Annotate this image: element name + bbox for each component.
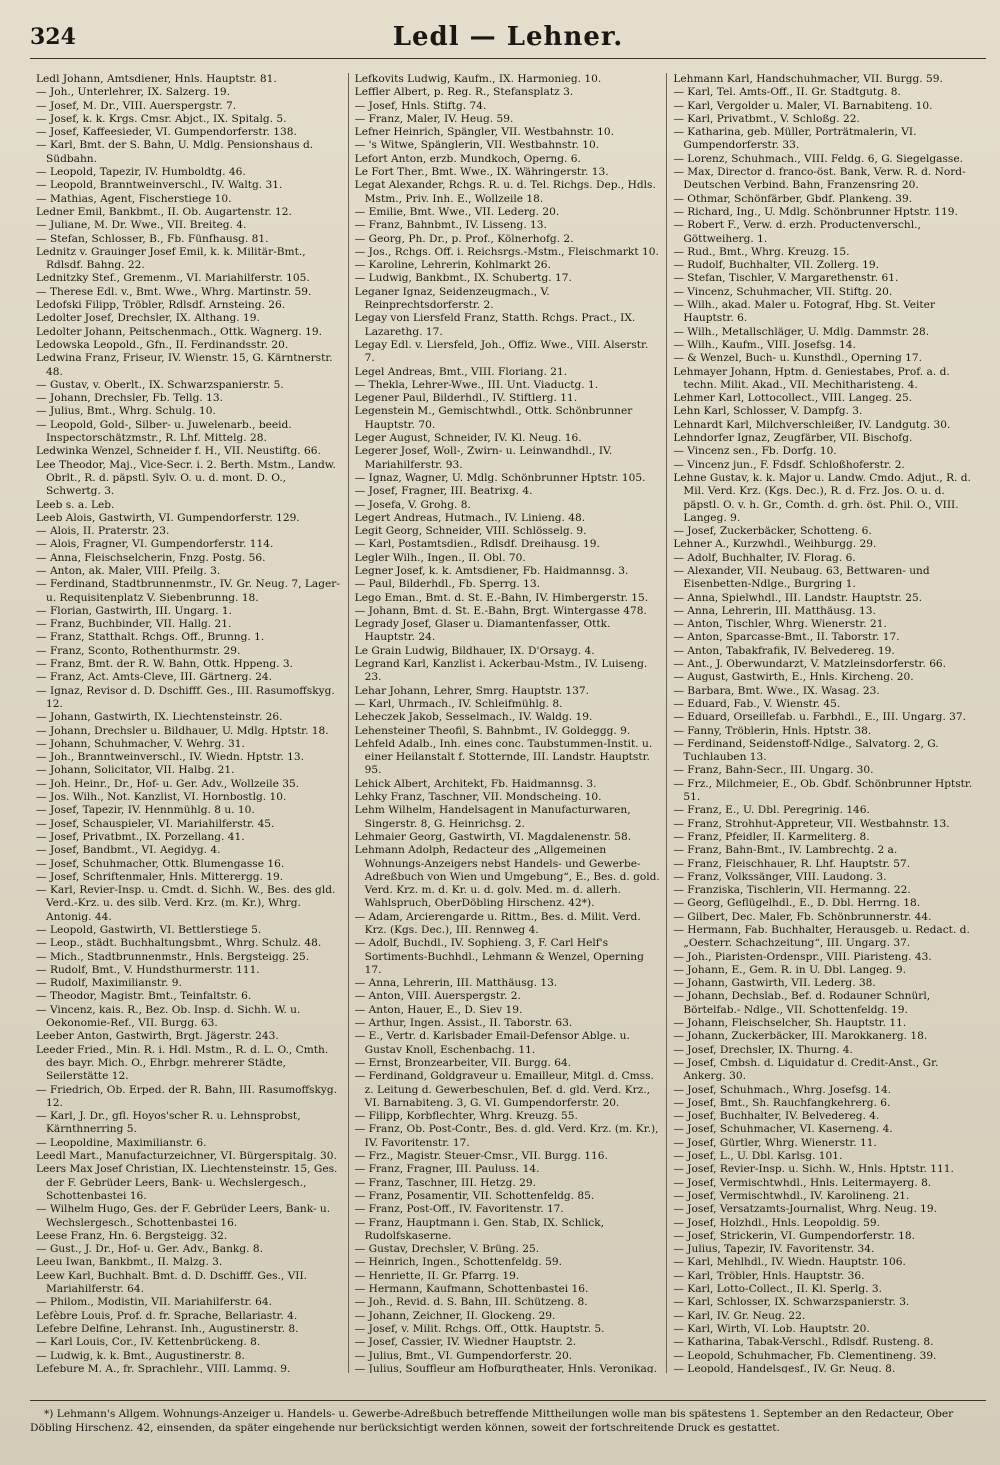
directory-entry: — Josef, Buchhalter, IV. Belvedereg. 4.: [673, 1110, 880, 1123]
directory-entry: — Wilh., Metallschläger, U. Mdlg. Dammstr. 28.: [673, 325, 930, 338]
directory-entry: — & Wenzel, Buch- u. Kunsthdl., Operning 17.: [673, 352, 923, 365]
directory-entry: — Josef, Vermischtwhdl., IV. Karolineng. 21.: [673, 1189, 910, 1202]
directory-entry: — Ernst, Bronzearbeiter, VII. Burgg. 64.: [354, 1056, 572, 1069]
directory-entry: Ledowska Leopold., Gfn., II. Ferdinandsstr. 20.: [36, 338, 289, 351]
directory-entry: — 's Witwe, Spänglerin, VII. Westbahnstr. 10.: [354, 139, 600, 152]
directory-entry: — Hermann, Fab. Buchhalter, Herausgeb. u. Redact. d. „Oesterr. Schachzeitung“, III. Ungarg. 37.: [673, 924, 970, 950]
directory-entry: Leffler Albert, p. Reg. R., Stefansplatz 3.: [354, 86, 574, 99]
directory-entry: — Franz, Bahn-Bmt., IV. Lambrechtg. 2 a.: [673, 844, 898, 857]
directory-entry: — Ignaz, Revisor d. D. Dschifff. Ges., III. Rasumoffskyg. 12.: [36, 684, 335, 710]
directory-entry: Lehky Franz, Taschner, VII. Mondscheing. 10.: [354, 791, 602, 804]
directory-entry: — Max, Director d. franco-öst. Bank, Verw. R. d. Nord-Deutschen Verbind. Bahn, Franzensring 20.: [673, 166, 966, 192]
directory-entry: — Theodor, Magistr. Bmt., Teinfaltstr. 6.: [36, 990, 252, 1003]
directory-entry: — Anna, Lehrerin, III. Matthäusg. 13.: [673, 604, 876, 617]
directory-entry: Legert Andreas, Hutmach., IV. Linieng. 48.: [354, 511, 586, 524]
directory-entry: — Johann, Bmt. d. St. E.-Bahn, Brgt. Wintergasse 478.: [354, 604, 647, 617]
directory-entry: — Rud., Bmt., Whrg. Kreuzg. 15.: [673, 245, 850, 258]
directory-entry: Leger August, Schneider, IV. Kl. Neug. 16.: [354, 432, 582, 445]
directory-entry: — Johann, Zeichner, II. Glockeng. 29.: [354, 1309, 556, 1322]
directory-entry: — Katharina, Tabak-Verschl., Rdlsdf. Rusteng. 8.: [673, 1336, 934, 1349]
directory-entry: Legrand Karl, Kanzlist i. Ackerbau-Mstm., IV. Luiseng. 23.: [354, 658, 648, 684]
footnote: *) Lehmann's Allgem. Wohnungs-Anzeiger u. Handels- u. Gewerbe-Adreßbuch betreffende Mittheilungen wolle man bis spätestens 1. September an den Redacteur, Ober Döbling Hirschenz. 42, einsenden, da später eingehende nur berücksichtigt werden können, soweit der fortschreitende Druck es gestattet.: [30, 1400, 986, 1435]
directory-entry: — Alois, II. Praterstr. 23.: [36, 525, 170, 538]
directory-entry: — Adam, Arcierengarde u. Rittm., Bes. d. Milit. Verd. Krz. (Kgs. Dec.), III. Rennweg 4.: [354, 910, 641, 936]
directory-entry: — Johann, Drechsler, Fb. Tellg. 13.: [36, 392, 223, 405]
directory-entry: — Eduard, Orseillefab. u. Farbhdl., E., III. Ungarg. 37.: [673, 711, 967, 724]
directory-entry: — Franz, Bahn-Secr., III. Ungarg. 30.: [673, 764, 874, 777]
directory-entry: — Franz, Buchbinder, VII. Hallg. 21.: [36, 618, 232, 631]
directory-entry: — Ferdinand, Seidenstoff-Ndlge., Salvatorg. 2, G. Tuchlauben 13.: [673, 737, 939, 764]
directory-entry: Ledner Emil, Bankbmt., II. Ob. Augartenstr. 12.: [36, 205, 292, 218]
directory-entry: — Leopold, Gastwirth, VI. Bettlerstiege 5.: [36, 924, 262, 936]
directory-entry: — Frz., Magistr. Steuer-Cmsr., VII. Burgg. 116.: [354, 1150, 608, 1163]
directory-entry: Leeb Alois, Gastwirth, VI. Gumpendorferstr. 129.: [36, 511, 300, 524]
directory-entry: — Anton, Tabakfrafik, IV. Belvedereg. 19.: [673, 644, 895, 657]
directory-entry: — Karl, Revier-Insp. u. Cmdt. d. Sichh. W., Bes. des gld. Verd.-Krz. u. des silb. Verd. Krz. (m. Kr.), Whrg. Antonig. 44.: [36, 884, 336, 923]
directory-entry: — Anton, Sparcasse-Bmt., II. Taborstr. 17.: [673, 631, 900, 644]
directory-entry: — Leopold, Branntweinverschl., IV. Waltg. 31.: [36, 179, 283, 192]
directory-entry: — Anna, Lehrerin, III. Matthäusg. 13.: [354, 977, 558, 990]
directory-entry: — Emilie, Bmt. Wwe., VII. Lederg. 20.: [354, 205, 560, 218]
directory-entry: — Josef, Privatbmt., IX. Porzellang. 41.: [36, 830, 245, 843]
directory-entry: — Alois, Fragner, VI. Gumpendorferstr. 114.: [36, 538, 274, 551]
directory-entry: Ledwinka Wenzel, Schneider f. H., VII. Neustiftg. 66.: [36, 445, 321, 458]
directory-entry: — Josef, L., U. Dbl. Karlsg. 101.: [673, 1150, 843, 1163]
directory-entry: — Josef, v. Milit. Rchgs. Off., Ottk. Hauptstr. 5.: [354, 1322, 605, 1335]
directory-entry: — Alexander, VII. Neubaug. 63, Bettwaren- und Eisenbetten-Ndlge., Burgring 1.: [673, 564, 930, 591]
directory-entry: Legay Edl. v. Liersfeld, Joh., Offiz. Wwe., VIII. Alserstr. 7.: [354, 338, 649, 365]
directory-entry: — Vincenz jun., F. Fdsdf. Schloßhoferstr. 2.: [673, 458, 905, 471]
directory-entry: — Johann, Solicitator, VII. Halbg. 21.: [36, 764, 235, 777]
directory-entry: — Fanny, Tröblerin, Hnls. Hptstr. 38.: [673, 724, 872, 737]
directory-entry: — Josef, M. Dr., VIII. Auerspergstr. 7.: [36, 99, 237, 112]
directory-entry: — Adolf, Buchhalter, IV. Florag. 6.: [673, 551, 856, 564]
directory-entry: — Ant., J. Oberwundarzt, V. Matzleinsdorferstr. 66.: [673, 658, 947, 671]
directory-entry: — Franz, Statthalt. Rchgs. Off., Brunng. 1.: [36, 631, 265, 644]
directory-column-3: [667, 73, 986, 1373]
directory-entry: — Jos. Wilh., Not. Kanzlist, VI. Hornbostlg. 10.: [36, 791, 287, 804]
directory-entry: — Ludwig, k. k. Bmt., Augustinerstr. 8.: [36, 1349, 245, 1362]
directory-entry: Lednitz v. Grauinger Josef Emil, k. k. Militär-Bmt., Rdlsdf. Bahng. 22.: [36, 245, 306, 272]
directory-entry: — Josef, Strickerin, VI. Gumpendorferstr. 18.: [673, 1229, 915, 1242]
directory-entry: — Leopold, Gold-, Silber- u. Juwelenarb., beeid. Inspectorschätzmstr., R. Lhf. Mittelg. 28.: [36, 418, 292, 445]
directory-entry: Lefner Heinrich, Spängler, VII. Westbahnstr. 10.: [354, 126, 614, 139]
directory-entry: — Friedrich, Ob. Erped. der R. Bahn, III. Rasumoffskyg. 12.: [36, 1083, 338, 1109]
directory-entry: — Franz, Hauptmann i. Gen. Stab, IX. Schlick, Rudolfskaserne.: [354, 1216, 605, 1242]
directory-entry: — Robert F., Verw. d. erzh. Productenverschl., Göttweiherg. 1.: [673, 219, 921, 245]
directory-entry: Leers Max Josef Christian, IX. Liechtensteinstr. 15, Ges. der F. Gebrüder Leers, Bank- u. Wechslergesch., Schottenbastei 16.: [36, 1163, 338, 1202]
directory-entry: — Karl, Tröbler, Hnls. Hauptstr. 36.: [673, 1269, 865, 1282]
directory-entry: Lefort Anton, erzb. Mundkoch, Operng. 6.: [354, 152, 581, 165]
directory-entry: — Karl, Bmt. der S. Bahn, U. Mdlg. Pensionshaus d. Südbahn.: [36, 139, 314, 165]
directory-entry: — Josef, Schuhmacher, Ottk. Blumengasse 16.: [36, 857, 285, 870]
directory-entry: — E., Vertr. d. Karlsbader Email-Defensor Ablge. u. Gustav Knoll, Eschenbachg. 11.: [354, 1030, 630, 1056]
directory-entry: — Katharina, geb. Müller, Porträtmalerin, VI. Gumpendorferstr. 33.: [673, 126, 917, 152]
directory-entry: Leew Karl, Buchhalt. Bmt. d. D. Dschifff. Ges., VII. Mariahilferstr. 64.: [36, 1269, 308, 1296]
directory-entry: — Johann, Gastwirth, IX. Liechtensteinstr. 26.: [36, 711, 283, 724]
directory-entry: Legener Paul, Bilderhdl., IV. Stiftlerg. 11.: [354, 392, 578, 405]
directory-entry: Leganer Ignaz, Seidenzeugmach., V. Reinprechtsdorferstr. 2.: [354, 285, 550, 312]
directory-entry: — Josef, Cmbsh. d. Liquidatur d. Credit-Anst., Gr. Ankerg. 30.: [673, 1056, 939, 1083]
directory-entry: — Julius, Souffleur am Hofburgtheater, Hnls. Veronikag.: [354, 1362, 658, 1373]
directory-entry: — Julius, Bmt., Whrg. Schulg. 10.: [36, 405, 216, 418]
directory-entry: — Josef, Revier-Insp. u. Sichh. W., Hnls. Hptstr. 111.: [673, 1163, 954, 1176]
directory-entry: — Ludwig, Bankbmt., IX. Schubertg. 17.: [354, 272, 572, 285]
directory-entry: — Franz, Maler, IV. Heug. 59.: [354, 112, 514, 125]
directory-entry: — Josef, Cassier, IV. Wiedner Hauptstr. 2.: [354, 1336, 577, 1349]
directory-entry: — Anton, Tischler, Whrg. Wienerstr. 21.: [673, 618, 887, 631]
directory-entry: — Joh., Branntweinverschl., IV. Wiedn. Hptstr. 13.: [36, 751, 304, 764]
directory-entry: — Franz, Post-Off., IV. Favoritenstr. 17.: [354, 1203, 564, 1216]
directory-entry: — Adolf, Buchdl., IV. Sophieng. 3, F. Carl Helf's Sortiments-Buchhdl., Lehmann & Wenzel, Operning 17.: [354, 937, 644, 976]
directory-entry: — Jos., Rchgs. Off. i. Reichsrgs.-Mstm., Fleischmarkt 10.: [354, 245, 659, 258]
directory-entry: — Othmar, Schönfärber, Gbdf. Plankeng. 39.: [673, 192, 913, 205]
directory-entry: — Florian, Gastwirth, III. Ungarg. 1.: [36, 604, 233, 617]
directory-entry: — Josef, Zuckerbäcker, Schotteng. 6.: [673, 525, 872, 538]
directory-entry: — Johann, Dechslab., Bef. d. Rodauner Schnürl, Börtelfab.- Ndlge., VII. Schottenfeldg. 19.: [673, 990, 931, 1016]
directory-entry: Ledofski Filipp, Tröbler, Rdlsdf. Arnsteing. 26.: [36, 299, 286, 312]
running-head: Ledl — Lehner.: [392, 22, 624, 52]
directory-entry: — Karl, Tel. Amts-Off., II. Gr. Stadtgutg. 8.: [673, 86, 901, 99]
directory-entry: Legler Wilh., Ingen., II. Obl. 70.: [354, 551, 526, 564]
directory-entry: Lehmaier Georg, Gastwirth, VI. Magdalenenstr. 58.: [354, 830, 632, 843]
directory-entry: Lehm Wilhelm, Handelsagent in Manufacturwaren, Singerstr. 8, G. Heinrichsg. 2.: [354, 804, 631, 830]
directory-entry: — Paul, Bilderhdl., Fb. Sperrg. 13.: [354, 578, 540, 591]
directory-entry: — Joh., Revid. d. S. Bahn, III. Schützeng. 8.: [354, 1296, 588, 1309]
directory-entry: Leeu Iwan, Bankbmt., II. Malzg. 3.: [36, 1256, 223, 1269]
directory-entry: — Franz, Volkssänger, VIII. Laudong. 3.: [673, 870, 887, 883]
directory-entry: — Franz, Strohhut-Appreteur, VII. Westbahnstr. 13.: [673, 817, 950, 830]
directory-entry: — Franz, Fleischhauer, R. Lhf. Hauptstr. 57.: [673, 857, 911, 870]
directory-entry: — Franz, Fragner, III. Pauluss. 14.: [354, 1163, 540, 1176]
directory-entry: Legat Alexander, Rchgs. R. u. d. Tel. Richgs. Dep., Hdls. Mstm., Priv. Inh. E., Wollzeile 18.: [354, 179, 656, 205]
directory-entry: — Filipp, Korbflechter, Whrg. Kreuzg. 55.: [354, 1110, 578, 1123]
directory-entry: Lego Eman., Bmt. d. St. E.-Bahn, IV. Himbergerstr. 15.: [354, 591, 649, 604]
directory-entry: Le Grain Ludwig, Bildhauer, IX. D'Orsayg. 4.: [354, 644, 595, 657]
directory-entry: Lehn Karl, Schlosser, V. Dampfg. 3.: [673, 405, 863, 418]
directory-entry: — Anton, Hauer, E., D. Siev 19.: [354, 1003, 523, 1016]
directory-entry: Lefebure M. A., fr. Sprachlehr., VIII. Lammg. 9.: [36, 1362, 291, 1373]
directory-entry: — Vincenz, Schuhmacher, VII. Stiftg. 20.: [673, 285, 893, 298]
directory-entry: — Franz, Sconto, Rothenthurmstr. 29.: [36, 644, 241, 657]
directory-entry: — Vincenz, kais. R., Bez. Ob. Insp. d. Sichh. W. u. Oekonomie-Ref., VII. Burgg. 63.: [36, 1003, 301, 1030]
directory-entry: — Ferdinand, Goldgraveur u. Emailleur, Mitgl. d. Cmss. z. Leitung d. Gewerbeschulen, Bef. d. gld. Verd. Krz., VI. Barnabiteng. 3, G. VI. Gumpendorferstr. 20.: [354, 1070, 654, 1109]
directory-entry: Lehnardt Karl, Milchverschleißer, IV. Landgutg. 30.: [673, 418, 951, 431]
directory-entry: — Johann, Gastwirth, VII. Lederg. 38.: [673, 977, 876, 990]
directory-entry: — Josef, Bandbmt., VI. Aegidyg. 4.: [36, 844, 221, 857]
directory-entry: Ledwina Franz, Friseur, IV. Wienstr. 15, G. Kärntnerstr. 48.: [36, 352, 333, 378]
directory-entry: Lehick Albert, Architekt, Fb. Haidmannsg. 3.: [354, 777, 597, 790]
directory-entry: — Franz, Posamentir, VII. Schottenfeldg. 85.: [354, 1189, 595, 1202]
directory-entry: — Joh. Heinr., Dr., Hof- u. Ger. Adv., Wollzeile 35.: [36, 777, 300, 790]
page-header: [30, 18, 986, 59]
directory-entry: — Franz, Ob. Post-Contr., Bes. d. gld. Verd. Krz. (m. Kr.), IV. Favoritenstr. 17.: [354, 1123, 659, 1149]
directory-entry: Le Fort Ther., Bmt. Wwe., IX. Währingerstr. 13.: [354, 166, 609, 179]
directory-entry: — Richard, Ing., U. Mdlg. Schönbrunner Hptstr. 119.: [673, 205, 958, 218]
directory-entry: — Josefa, V. Grohg. 8.: [354, 498, 471, 511]
directory-entry: Lednitzky Stef., Gremenm., VI. Mariahilferstr. 105.: [36, 272, 310, 285]
directory-entry: Legit Georg, Schneider, VIII. Schlösselg. 9.: [354, 525, 587, 538]
directory-entry: — Leop., städt. Buchhaltungsbmt., Whrg. Schulz. 48.: [36, 937, 322, 950]
directory-entry: — Josef, Vermischtwhdl., Hnls. Leitermayerg. 8.: [673, 1176, 932, 1189]
directory-entry: — Leopold, Schuhmacher, Fb. Clementineng. 39.: [673, 1349, 937, 1362]
directory-entry: — Rudolf, Buchhalter, VII. Zollerg. 19.: [673, 259, 879, 272]
directory-entry: — Anna, Spielwhdl., III. Landstr. Hauptstr. 25.: [673, 591, 923, 604]
directory-entry: — Karl, Mehlhdl., IV. Wiedn. Hauptstr. 106.: [673, 1256, 906, 1269]
directory-entry: — August, Gastwirth, E., Hnls. Kircheng. 20.: [673, 671, 914, 684]
page-number: 324: [30, 24, 76, 50]
directory-entry: — Josef, Schuhmach., Whrg. Josefsg. 14.: [673, 1083, 892, 1096]
directory-entry: — Karl, Privatbmt., V. Schloßg. 22.: [673, 112, 860, 125]
directory-entry: Leeder Fried., Min. R. i. Hdl. Mstm., R. d. L. O., Cmth. des bayr. Mich. O., Ehrbgr. mehrerer Städte, Seilerstätte 12.: [36, 1043, 329, 1083]
directory-entry: — Julius, Bmt., VI. Gumpendorferstr. 20.: [354, 1349, 573, 1362]
directory-entry: — Ignaz, Wagner, U. Mdlg. Schönbrunner Hptstr. 105.: [354, 471, 646, 484]
directory-entry: — Stefan, Schlosser, B., Fb. Fünfhausg. 81.: [36, 232, 269, 245]
directory-entry: — Henriette, II. Gr. Pfarrg. 19.: [354, 1269, 520, 1282]
directory-entry: — Karl, Schlosser, IX. Schwarzspanierstr. 3.: [673, 1296, 910, 1309]
directory-entry: Lehner A., Kurzwhdl., Weihburgg. 29.: [673, 538, 877, 551]
directory-entry: — Karl, Vergolder u. Maler, VI. Barnabiteng. 10.: [673, 99, 933, 112]
directory-entry: — Karl, Postamtsdien., Rdlsdf. Dreihausg. 19.: [354, 538, 600, 551]
directory-entry: — Arthur, Ingen. Assist., II. Taborstr. 63.: [354, 1017, 573, 1030]
directory-entry: — Ferdinand, Stadtbrunnenmstr., IV. Gr. Neug. 7, Lager- u. Requisitenplatz V. Siebenbrunng. 18.: [36, 578, 340, 604]
directory-entry: — Julius, Tapezir, IV. Favoritenstr. 34.: [673, 1243, 875, 1256]
directory-entry: Leheczek Jakob, Sesselmach., IV. Waldg. 19.: [354, 711, 593, 724]
directory-entry: — Wilh., akad. Maler u. Fotograf, Hbg. St. Veiter Hauptstr. 6.: [673, 299, 936, 325]
directory-entry: — Josef, Kaffeesieder, VI. Gumpendorferstr. 138.: [36, 126, 297, 139]
directory-entry: Lehmann Adolph, Redacteur des „Allgemeinen Wohnungs-Anzeigers nebst Handels- und Gewerbe-Adreßbuch von Wien und Umgebung“, E., Bes. d. gold. Verd. Krz. m. d. Kr. u. d. golv. Med. m. d. allerh. Wahlspruch, OberDöbling Hirschenz. 42*).: [354, 844, 660, 910]
directory-entry: — Franz, Act. Amts-Cleve, III. Gärtnerg. 24.: [36, 671, 273, 684]
directory-entry: — Juliane, M. Dr. Wwe., VII. Breiteg. 4.: [36, 219, 247, 232]
directory-entry: — Anton, VIII. Auerspergstr. 2.: [354, 990, 521, 1003]
directory-entry: — Anton, ak. Maler, VIII. Pfeilg. 3.: [36, 564, 221, 577]
directory-entry: — Karl, Wirth, VI. Lob. Hauptstr. 20.: [673, 1322, 870, 1335]
directory-entry: — Johann, E., Gem. R. in U. Dbl. Langeg. 9.: [673, 963, 907, 976]
directory-entry: — Franziska, Tischlerin, VII. Hermanng. 22.: [673, 884, 911, 897]
directory-entry: Lehfeld Adalb., Inh. eines conc. Taubstummen-Instit. u. einer Heilanstalt f. Stotternde, III. Landstr. Hauptstr. 95.: [354, 737, 653, 777]
directory-entry: — Franz, Bmt. der R. W. Bahn, Ottk. Hppeng. 3.: [36, 658, 293, 671]
directory-entry: — Gustav, v. Oberlt., IX. Schwarzspanierstr. 5.: [36, 378, 284, 391]
directory-entry: — Rudolf, Maximilianstr. 9.: [36, 977, 182, 990]
directory-entry: Lee Theodor, Maj., Vice-Secr. i. 2. Berth. Mstm., Landw. Obrlt., R. d. päpstl. Sylv. O. u. d. mont. D. O., Schwertg. 3.: [36, 458, 336, 498]
directory-entry: — Joh., Piaristen-Ordenspr., VIII. Piaristeng. 43.: [673, 950, 932, 963]
directory-entry: — Leopold, Tapezir, IV. Humboldtg. 46.: [36, 166, 246, 179]
directory-entry: — Vincenz sen., Fb. Dorfg. 10.: [673, 445, 837, 458]
directory-entry: — Anna, Fleischselcherin, Fnzg. Postg. 56.: [36, 551, 266, 564]
directory-entry: Lefkovits Ludwig, Kaufm., IX. Harmonieg. 10.: [354, 73, 602, 85]
directory-entry: — Franz, E., U. Dbl. Peregrinig. 146.: [673, 804, 870, 817]
directory-entry: — Wilh., Kaufm., VIII. Josefsg. 14.: [673, 338, 856, 351]
directory-entry: — Wilhelm Hugo, Ges. der F. Gebrüder Leers, Bank- u. Wechslergesch., Schottenbastei 16.: [36, 1203, 331, 1229]
directory-entry: — Josef, Versatzamts-Journalist, Whrg. Neug. 19.: [673, 1203, 938, 1216]
directory-entry: — Mathias, Agent, Fischerstiege 10.: [36, 192, 232, 205]
directory-entry: — Hermann, Kaufmann, Schottenbastei 16.: [354, 1283, 589, 1296]
directory-entry: — Georg, Geflügelhdl., E., D. Dbl. Herrng. 18.: [673, 897, 921, 910]
directory-entry: — Josef, Hnls. Stiftg. 74.: [354, 99, 487, 112]
directory-entry: Lehmayer Johann, Hptm. d. Geniestabes, Prof. a. d. techn. Milit. Akad., VII. Mechitharisteng. 4.: [673, 365, 950, 391]
directory-entry: — Leopoldine, Maximilianstr. 6.: [36, 1136, 207, 1149]
directory-entry: — Therese Edl. v., Bmt. Wwe., Whrg. Martinstr. 59.: [36, 285, 312, 298]
directory-entry: Legner Josef, k. k. Amtsdiener, Fb. Haidmannsg. 3.: [354, 564, 629, 577]
directory-entry: — Josef, Fragner, III. Beatrixg. 4.: [354, 485, 533, 498]
directory-entry: — Karl, J. Dr., gfl. Hoyos'scher R. u. Lehnsprobst, Kärnthnerring 5.: [36, 1110, 301, 1136]
directory-entry: — Johann, Schuhmacher, V. Wehrg. 31.: [36, 737, 245, 750]
directory-entry: — Heinrich, Ingen., Schottenfeldg. 59.: [354, 1256, 563, 1269]
directory-entry: — Joh., Unterlehrer, IX. Salzerg. 19.: [36, 86, 231, 99]
directory-column-2: [349, 73, 668, 1373]
directory-entry: — Johann, Drechsler u. Bildhauer, U. Mdlg. Hptstr. 18.: [36, 724, 329, 737]
directory-entry: — Josef, Schriftenmaler, Hnls. Mitterergg. 19.: [36, 870, 284, 883]
directory-entry: — Lorenz, Schuhmach., VIII. Feldg. 6, G. Siegelgasse.: [673, 152, 963, 165]
directory-entry: — Johann, Fleischselcher, Sh. Hauptstr. 11.: [673, 1017, 907, 1030]
directory-entry: — Josef, Drechsler, IX. Thurng. 4.: [673, 1043, 853, 1056]
directory-entry: — Josef, k. k. Krgs. Cmsr. Abjct., IX. Spitalg. 5.: [36, 112, 287, 125]
directory-entry: Lehmann Karl, Handschuhmacher, VII. Burgg. 59.: [673, 73, 943, 85]
directory-entry: Lehar Johann, Lehrer, Smrg. Hauptstr. 137.: [354, 684, 590, 697]
directory-entry: — Josef, Holzhdl., Hnls. Leopoldig. 59.: [673, 1216, 880, 1229]
directory-entry: Legay von Liersfeld Franz, Statth. Rchgs. Pract., IX. Lazarethg. 17.: [354, 312, 636, 338]
directory-entry: — Thekla, Lehrer-Wwe., III. Unt. Viaductg. 1.: [354, 378, 599, 391]
directory-entry: Legrady Josef, Glaser u. Diamantenfasser, Ottk. Hauptstr. 24.: [354, 618, 611, 644]
directory-entry: Lehne Gustav, k. k. Major u. Landw. Cmdo. Adjut., R. d. Mil. Verd. Krz. (Kgs. Dec.), R. d. Frz. Jos. O. u. d. päpstl. O. v. h. Gr., Comth. d. grh. öst. Phil. O., VIII. Langeg. 9.: [673, 471, 971, 524]
directory-entry: Lefebre Delfine, Lehranst. Inh., Augustinerstr. 8.: [36, 1322, 299, 1335]
directory-entry: — Josef, Bmt., Sh. Rauchfangkehrerg. 6.: [673, 1096, 891, 1109]
directory-entry: Leese Franz, Hn. 6. Bergsteigg. 32.: [36, 1229, 228, 1242]
directory-entry: — Franz, Pfeidler, II. Karmeliterg. 8.: [673, 830, 870, 843]
directory-entry: Lehensteiner Theofil, S. Bahnbmt., IV. Goldeggg. 9.: [354, 724, 631, 737]
directory-entry: Ledl Johann, Amtsdiener, Hnls. Hauptstr. 81.: [36, 73, 277, 85]
directory-entry: — Stefan, Tischler, V. Margarethenstr. 61.: [673, 272, 899, 285]
directory-column-1: [30, 73, 349, 1373]
directory-entry: Legerer Josef, Woll-, Zwirn- u. Leinwandhdl., IV. Mariahilferstr. 93.: [354, 445, 613, 471]
directory-entry: — Josef, Gürtler, Whrg. Wienerstr. 11.: [673, 1136, 877, 1149]
directory-entry: Ledolter Josef, Drechsler, IX. Althang. 19.: [36, 312, 260, 325]
directory-entry: Lefèbre Louis, Prof. d. fr. Sprache, Bellariastr. 4.: [36, 1309, 298, 1322]
directory-entry: — Barbara, Bmt. Wwe., IX. Wasag. 23.: [673, 684, 880, 697]
directory-entry: — Gustav, Drechsler, V. Brüng. 25.: [354, 1243, 540, 1256]
directory-entry: Leeber Anton, Gastwirth, Brgt. Jägerstr. 243.: [36, 1030, 279, 1043]
directory-entry: — Eduard, Fab., V. Wienstr. 45.: [673, 697, 841, 710]
directory-entry: — Karoline, Lehrerin, Kohlmarkt 26.: [354, 259, 551, 272]
directory-entry: Leedl Mart., Manufacturzeichner, VI. Bürgerspitalg. 30.: [36, 1150, 337, 1163]
directory-entry: — Josef, Tapezir, IV. Hennmühlg. 8 u. 10.: [36, 804, 255, 817]
directory-entry: — Mich., Stadtbrunnenmstr., Hnls. Bergsteigg. 25.: [36, 950, 310, 963]
directory-entry: Lehndorfer Ignaz, Zeugfärber, VII. Bischofg.: [673, 432, 913, 445]
directory-entry: — Leopold, Handelsgesf., IV. Gr. Neug. 8.: [673, 1362, 896, 1373]
directory-entry: Legel Andreas, Bmt., VIII. Floriang. 21.: [354, 365, 568, 378]
directory-entry: — Karl, Lotto-Collect., II. Kl. Sperlg. 3.: [673, 1283, 882, 1296]
directory-entry: — Gilbert, Dec. Maler, Fb. Schönbrunnerstr. 44.: [673, 910, 932, 923]
directory-entry: — Frz., Milchmeier, E., Ob. Gbdf. Schönbrunner Hptstr. 51.: [673, 777, 973, 804]
directory-entry: Ledolter Johann, Peitschenmach., Ottk. Wagnerg. 19.: [36, 325, 322, 338]
directory-entry: — Karl, IV. Gr. Neug. 22.: [673, 1309, 806, 1322]
directory-entry: — Philom., Modistin, VII. Mariahilferstr. 64.: [36, 1296, 272, 1309]
directory-entry: — Rudolf, Bmt., V. Hundsthurmerstr. 111.: [36, 963, 260, 976]
directory-entry: — Franz, Bahnbmt., IV. Lisseng. 13.: [354, 219, 547, 232]
directory-entry: Legenstein M., Gemischtwhdl., Ottk. Schönbrunner Hauptstr. 70.: [354, 405, 633, 431]
directory-entry: Leeb s. a. Leb.: [36, 498, 115, 511]
directory-entry: — Karl Louis, Cor., IV. Kettenbrückeng. 8.: [36, 1336, 261, 1349]
directory-columns: [30, 73, 986, 1373]
directory-entry: — Josef, Schuhmacher, VI. Kaserneng. 4.: [673, 1123, 893, 1136]
directory-entry: — Georg, Ph. Dr., p. Prof., Kölnerhofg. 2.: [354, 232, 574, 245]
directory-entry: — Johann, Zuckerbäcker, III. Marokkanerg. 18.: [673, 1030, 928, 1043]
directory-entry: — Gust., J. Dr., Hof- u. Ger. Adv., Bankg. 8.: [36, 1243, 263, 1256]
directory-entry: Lehmer Karl, Lottocollect., VIII. Langeg. 25.: [673, 392, 913, 405]
directory-entry: — Franz, Taschner, III. Hetzg. 29.: [354, 1176, 536, 1189]
directory-entry: — Karl, Uhrmach., IV. Schleifmühlg. 8.: [354, 697, 563, 710]
directory-entry: — Josef, Schauspieler, VI. Mariahilferstr. 45.: [36, 817, 275, 830]
